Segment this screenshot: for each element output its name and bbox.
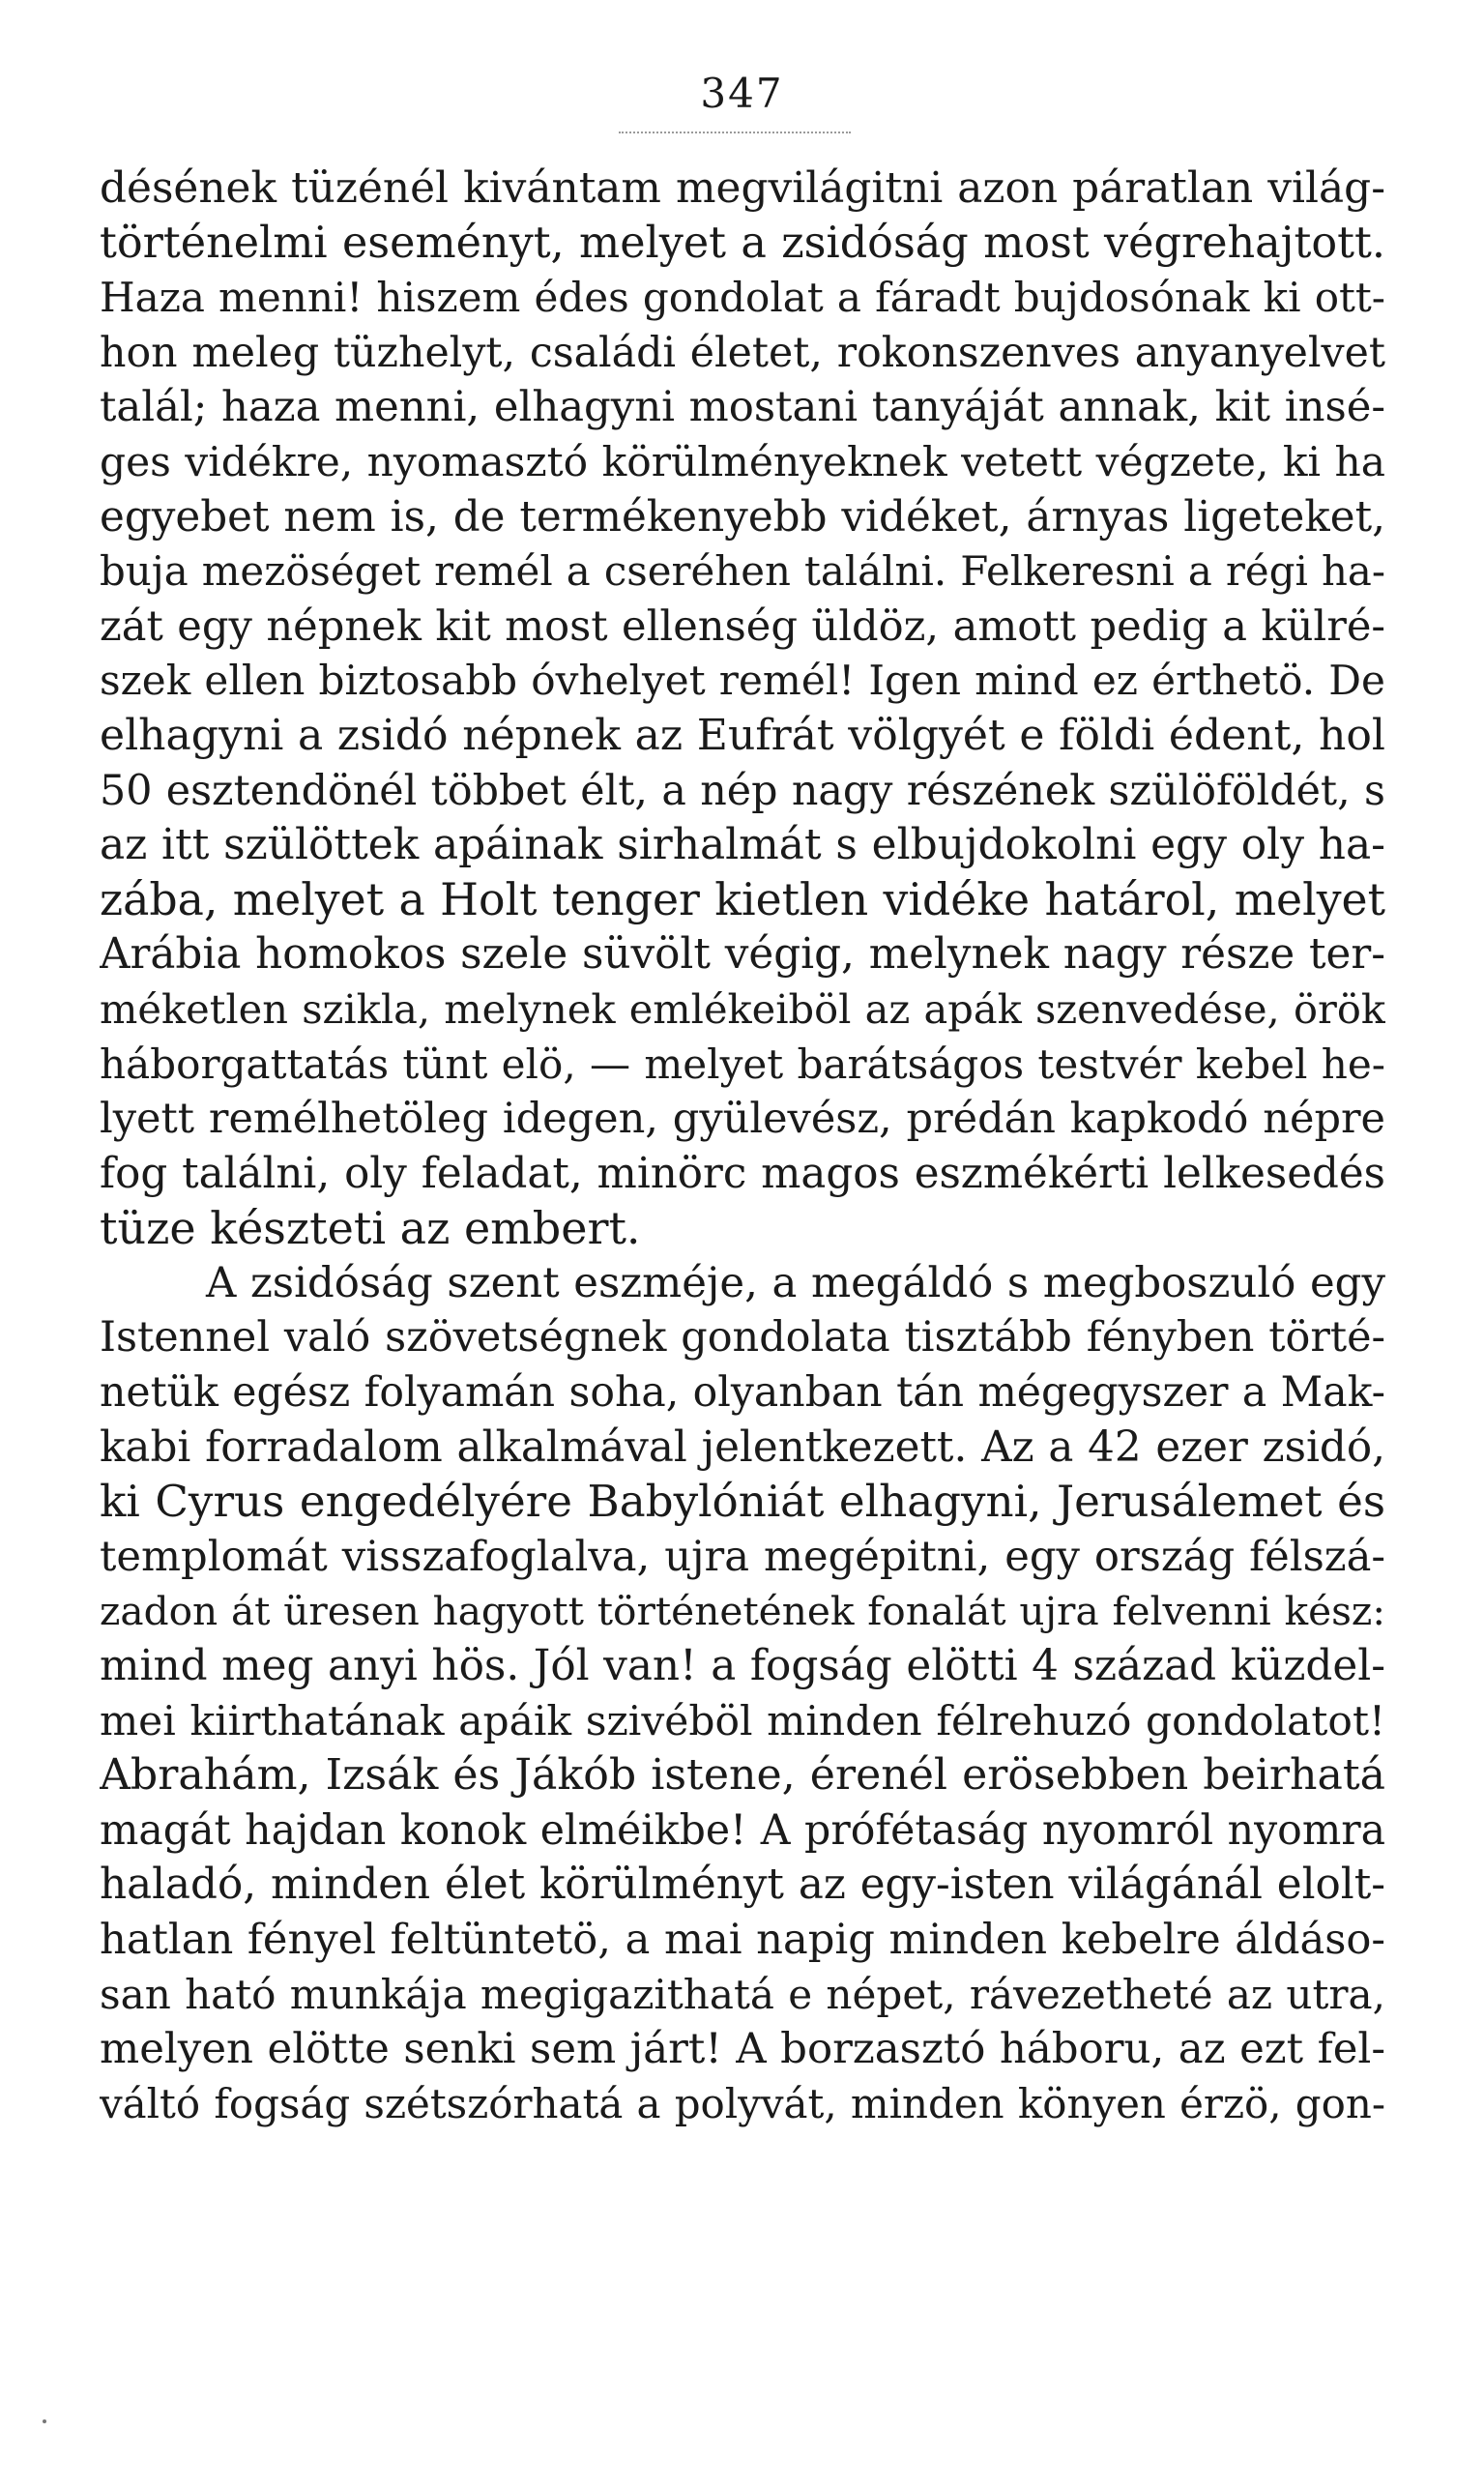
text-line: Abrahám, Izsák és Jákób istene, érenél erösebben beirhatá [100,1750,1385,1801]
text-line: egyebet nem is, de termékenyebb vidéket, árnyas ligeteket, [100,491,1385,542]
text-line: haladó, minden élet körülményt az egy-isten világánál elolt- [100,1861,1385,1910]
text-line: templomát visszafoglalva, ujra megépitni, egy ország félszá- [100,1532,1385,1581]
text-line: történelmi eseményt, melyet a zsidóság most végrehajtott. [100,218,1385,268]
paragraph-2 [100,1256,1385,2132]
text-line: 50 esztendönél többet élt, a nép nagy részének szülöföldét, s [100,766,1385,815]
text-line: kabi forradalom alkalmával jelentkezett. Az a 42 ezer zsidó, [100,1421,1385,1472]
text-line: ges vidékre, nyomasztó körülményeknek vetett végzete, ki ha [100,437,1385,485]
text-line: az itt szülöttek apáinak sirhalmát s elbujdokolni egy oly ha- [100,820,1385,870]
text-line: Arábia homokos szele süvölt végig, melynek nagy része ter- [100,929,1385,980]
text-line: netük egész folyamán soha, olyanban tán mégegyszer a Mak- [100,1368,1385,1418]
text-line: elhagyni a zsidó népnek az Eufrát völgyét e földi édent, hol [100,710,1385,760]
text-line: lyett remélhetöleg idegen, gyülevész, prédán kapkodó népre [100,1095,1385,1144]
text-line: zát egy népnek kit most ellenség üldöz, amott pedig a külré- [100,601,1385,651]
text-line: szek ellen biztosabb óvhelyet remél! Igen mind ez érthetö. De [100,657,1385,705]
text-line: váltó fogság szétszórhatá a polyvát, minden könyen érzö, gon- [100,2079,1385,2127]
text-line: melyen elötte senki sem járt! A borzasztó háboru, az ezt fel- [100,2025,1385,2074]
text-line: Haza menni! hiszem édes gondolat a fáradt bujdosónak ki ott- [100,274,1385,322]
text-line: mei kiirthatának apáik szivéböl minden félrehuzó gondolatot! [100,1696,1385,1744]
text-line: san ható munkája megigazithatá e népet, rávezetheté az utra, [100,1970,1385,2018]
text-line: méketlen szikla, melynek emlékeiböl az apák szenvedése, örök [100,984,1385,1033]
text-line: zadon át üresen hagyott történetének fonalát ujra felvenni kész: [100,1588,1385,1635]
text-line: talál; haza menni, elhagyni mostani tanyáját annak, kit insé- [100,383,1385,432]
text-line: A zsidóság szent eszméje, a megáldó s megboszuló egy [206,1258,1385,1307]
body-text [100,161,1385,2131]
page-number: 347 [700,70,784,117]
text-line: hon meleg tüzhelyt, családi életet, rokonszenves anyanyelvet [100,328,1385,377]
text-line: désének tüzénél kivántam megvilágitni azon páratlan világ- [100,163,1385,213]
text-line: fog találni, oly feladat, minörc magos eszmékérti lelkesedés [100,1149,1385,1198]
text-line: ki Cyrus engedélyére Babylóniát elhagyni, Jerusálemet és [100,1476,1385,1528]
text-line: buja mezöséget remél a cseréhen találni. Felkeresni a régi ha- [100,547,1385,596]
text-line: Istennel való szövetségnek gondolata tisztább fényben törté- [100,1313,1385,1363]
text-line: háborgattatás tünt elö, — melyet barátságos testvér kebel he- [100,1040,1385,1088]
paragraph-1 [100,161,1385,1256]
header-ornament [619,132,851,141]
text-line: tüze készteti az embert. [100,1202,641,1255]
text-line: mind meg anyi hös. Jól van! a fogság elötti 4 század küzdel- [100,1641,1385,1691]
scan-speck [43,2419,46,2423]
text-line: zába, melyet a Holt tenger kietlen vidéke határol, melyet [100,873,1385,925]
text-line: hatlan fényel feltüntetö, a mai napig minden kebelre áldáso- [100,1916,1385,1964]
text-line: magát hajdan konok elméikbe! A prófétaság nyomról nyomra [100,1805,1385,1855]
